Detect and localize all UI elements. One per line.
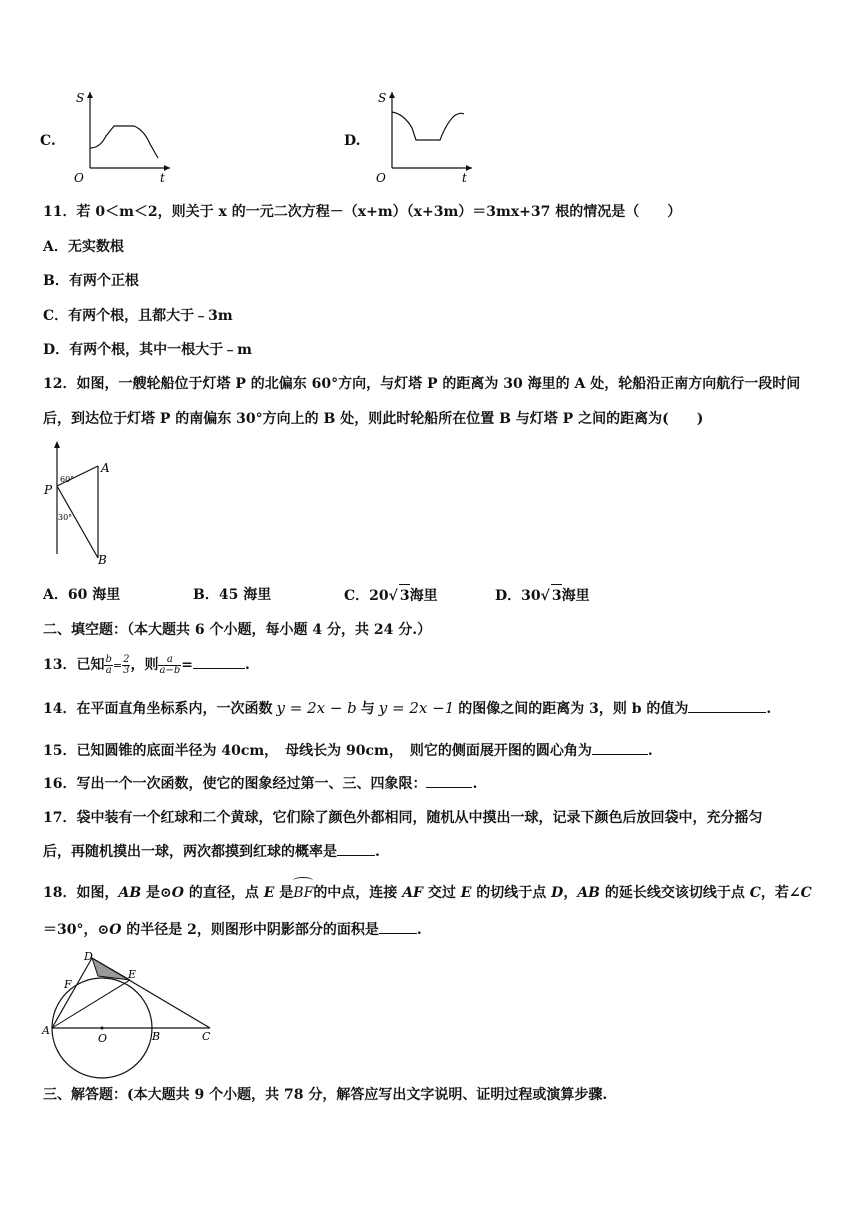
q13-fraction-a-over-a-minus-b: $\frac{a}{a-b}$ [159,653,181,676]
q12-option-d [495,584,590,607]
q16-answer-blank[interactable] [426,773,472,788]
q13 [43,652,250,679]
axis-s-label: S [76,91,85,105]
sqrt-sign: √ [388,588,398,604]
point-b-label: B [98,553,107,567]
q15-end: . [647,743,653,759]
q13-answer-blank[interactable] [193,654,245,669]
option-c-label: C. [40,133,56,149]
q13-prefix: 13．已知 [43,657,105,673]
q18-arc-bf: BF [293,879,313,904]
q17-line2 [43,841,380,863]
q13-mid: ，则 [130,657,159,673]
q16 [43,773,477,795]
q13-fraction-b-over-a: $\frac{b}{a}$ [105,653,112,676]
point-b-label: B [152,1030,161,1043]
q12-stem-line2: 后，到达位于灯塔 P 的南偏东 30°方向上的 B 处，则此时轮船所在位置 B 与灯塔 P 之间的距离为( ) [43,411,704,427]
point-a-label: A [42,1024,50,1037]
section-3-heading: 三、解答题：(本大题共 9 个小题，共 78 分，解答应写出文字说明、证明过程或演算步骤. [43,1087,608,1103]
q14 [43,697,771,720]
q12-stem-line1: 12．如图，一艘轮船位于灯塔 P 的北偏东 60°方向，与灯塔 P 的距离为 30 海里的 A 处，轮船沿正南方向航行一段时间 [43,376,801,392]
sqrt-sign: √ [540,588,550,604]
q14-suffix: 的图像之间的距离为 3，则 b 的值为 [458,701,689,717]
q15-text: 15．已知圆锥的底面半径为 40cm， 母线长为 90cm， 则它的侧面展开图的圆心角为 [43,743,592,759]
q12-option-d-prefix: D．30 [495,588,541,604]
q11-option-d: D．有两个根，其中一根大于﹣m [43,342,252,358]
q17-answer-blank[interactable] [337,841,375,856]
q15 [43,740,653,762]
q16-end: . [472,776,478,792]
angle-30-label: 30° [58,513,73,522]
point-e-label: E [128,968,137,981]
q11-stem: 11．若 0＜m＜2，则关于 x 的一元二次方程－（x+m）（x+3m）＝3mx+37 根的情况是（ ） [43,204,682,220]
q12-option-c-prefix: C．20 [344,588,389,604]
option-d-label: D. [344,133,361,149]
q13-fraction-2-over-3: $\frac{2}{3}$ [123,653,130,676]
q14-function-1: y = 2x − b [276,699,357,717]
point-p-label: P [44,483,53,497]
q12-option-d-suffix: 海里 [561,588,590,604]
point-a-label: A [101,461,110,475]
q14-function-2: y = 2x −1 [378,699,455,717]
q13-suffix: = [181,657,193,673]
q14-answer-blank[interactable] [688,698,766,713]
q11-option-b: B．有两个正根 [43,273,139,289]
q13-end: . [244,657,250,673]
q12-option-b: B．45 海里 [193,587,272,603]
q18-figure [40,948,220,1080]
q12-option-a: A．60 海里 [43,587,121,603]
q14-mid: 与 [360,701,375,717]
axis-t-label: t [462,171,467,185]
axis-o-label: O [74,171,84,185]
q12-option-c-radicand: 3 [399,584,410,607]
point-c-label: C [202,1030,211,1043]
option-d-graph [364,86,476,186]
q11-option-a: A．无实数根 [43,239,124,255]
point-o-label: O [98,1032,108,1045]
q12-figure [40,438,120,568]
q14-end: . [766,701,772,717]
q11-option-c: C．有两个根，且都大于﹣3m [43,308,233,324]
q12-option-d-radicand: 3 [551,584,562,607]
axis-o-label: O [376,171,386,185]
q17-end: . [375,844,380,860]
q12-option-c-suffix: 海里 [409,588,438,604]
q18-answer-blank[interactable] [379,919,417,934]
axis-s-label: S [378,91,387,105]
q14-prefix: 14．在平面直角坐标系内，一次函数 [43,701,273,717]
q17-line2-text: 后，再随机摸出一球，两次都摸到红球的概率是 [43,844,337,860]
angle-60-label: 60° [60,475,75,484]
q17-line1: 17．袋中装有一个红球和二个黄球，它们除了颜色外都相同，随机从中摸出一球，记录下颜色后放回袋中，充分摇匀 [43,810,763,826]
option-c-graph [62,86,174,186]
axis-t-label: t [160,171,165,185]
q13-equals: = [112,659,123,672]
point-f-label: F [64,978,72,991]
q16-text: 16．写出一个一次函数，使它的图象经过第一、三、四象限： [43,776,427,792]
point-d-label: D [84,950,93,963]
section-2-heading: 二、填空题：（本大题共 6 个小题，每小题 4 分，共 24 分.） [43,622,432,638]
q18-line1: 18．如图，AB 是⊙O 的直径，点 E 是 BF的中点，连接 AF 交过 E 的切线于点 D，AB 的延长线交该切线于点 C，若∠C [43,879,812,904]
q15-answer-blank[interactable] [592,740,648,755]
q12-option-c [344,584,438,607]
q18-line2: ＝30°，⊙O 的半径是 2，则图形中阴影部分的面积是 . [43,919,422,941]
